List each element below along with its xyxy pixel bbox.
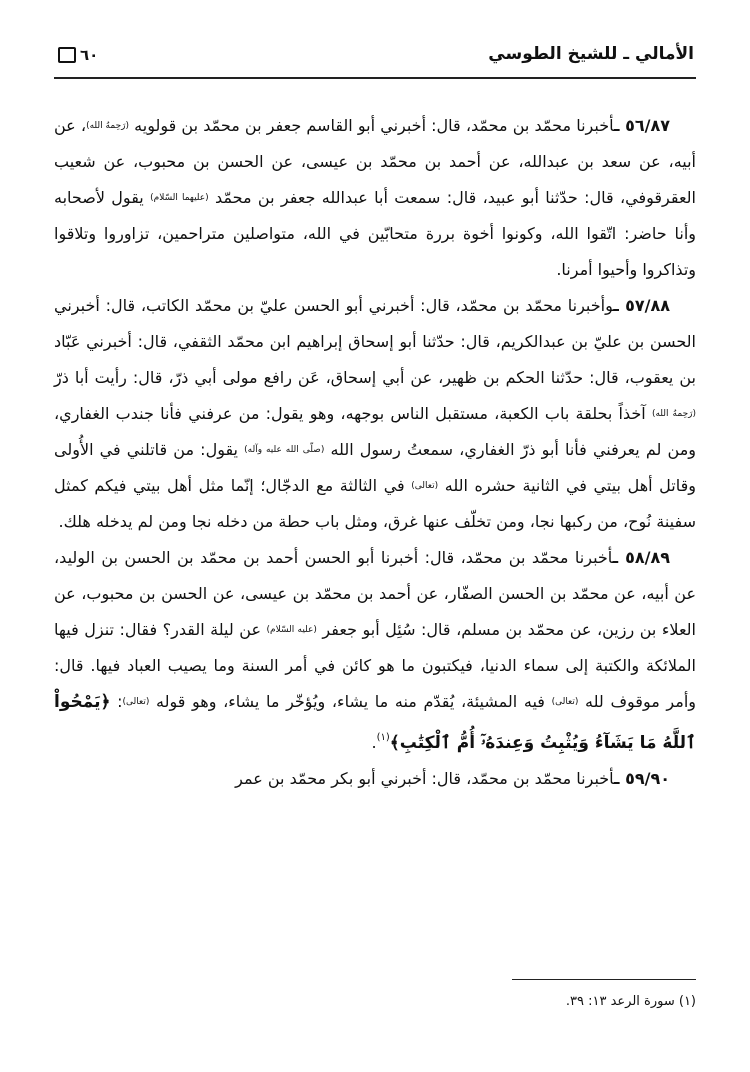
honorific: (تعالى) bbox=[411, 481, 439, 491]
paragraph-text: في الثالثة مع الدجّال؛ إنّما مثل أهل بيتي فيكم كمثل سفينة نُوح، من ركبها نجا، ومن تخلّف عنها غرق، ومثل باب حطة من دخله نجا ومن لم يدخله هلك. bbox=[54, 476, 696, 531]
hadith-number: ٥٩/٩٠ ـ bbox=[614, 769, 670, 788]
hadith-paragraph bbox=[54, 288, 696, 540]
page-number-block bbox=[58, 46, 98, 64]
footnote-reference: (١) bbox=[376, 732, 390, 743]
paragraph-text: يقول لأصحابه وأنا حاضر: اتّقوا الله، وكونوا أخوة بررة متحابّين في الله، متواصلين متراحمين، تزاوروا وتلاقوا وتذاكروا وأحيوا أمرنا. bbox=[54, 188, 696, 279]
hadith-number: ٥٧/٨٨ ـ bbox=[613, 296, 671, 315]
honorific: (تعالى) bbox=[551, 697, 579, 707]
honorific: (تعالى) bbox=[122, 697, 150, 707]
page-number: ٦٠ bbox=[80, 46, 99, 64]
page-header bbox=[54, 40, 696, 80]
page-box-icon bbox=[58, 47, 76, 63]
paragraph-text: آخذاً بحلقة باب الكعبة، مستقبل الناس بوجهه، وهو يقول: من عرفني فأنا جندب الغفاري، ومن لم يعرفني فأنا أبو ذرّ الغفاري، سمعتُ رسول الله bbox=[54, 404, 696, 459]
paragraph-text: أخبرنا محمّد بن محمّد، قال: أخبرنا أبو الحسن أحمد بن محمّد بن الحسن بن الوليد، عن أبيه، عن محمّد بن الحسن الصفّار، عن أحمد بن محمّد بن عيسى، عن الحسن بن محبوب، عن العلاء بن رزين، عن محمّد بن مسلم، قال: سُئِل أبو جعفر bbox=[54, 548, 696, 639]
paragraph-text: وأخبرنا محمّد بن محمّد، قال: أخبرني أبو الحسن عليّ بن محمّد الكاتب، قال: أخبرني الحسن بن عليّ بن عبدالكريم، قال: حدّثنا أبو إسحاق إبراهيم ابن محمّد الثقفي، قال: أخبرني عَبّاد بن يعقوب، قال: حدّثنا الحكم بن ظهير، عن أبي إسحاق، عَن رافع مولى أبي ذرّ، قال: رأيت أبا ذرّ bbox=[54, 296, 696, 387]
footnote-rule bbox=[512, 979, 696, 980]
footnote: (١) سورة الرعد ١٣: ٣٩. bbox=[565, 994, 696, 1009]
paragraph-text: ، عن أبيه، عن سعد بن عبدالله، عن أحمد بن محمّد بن عيسى، عن الحسن بن محبوب، عن شعيب العقرقوفي، قال: حدّثنا أبو عبيد، قال: سمعت أبا عبدالله جعفر بن محمّد bbox=[54, 116, 697, 207]
paragraph-text: . bbox=[371, 733, 377, 752]
header-rule bbox=[54, 77, 696, 79]
paragraph-text: فيه المشيئة، يُقدّم منه ما يشاء، ويُؤخّر ما يشاء، وهو قوله bbox=[149, 692, 552, 711]
honorific: (رَحِمهُ الله) bbox=[651, 409, 697, 419]
honorific: (عليهما السّلام) bbox=[150, 193, 209, 203]
hadith-number: ٥٦/٨٧ ـ bbox=[613, 116, 671, 135]
quran-verse: ﴿يَمْحُواْ ٱللَّهُ مَا يَشَآءُ وَيُثْبِتُ وَعِندَهُۥٓ أُمُّ ٱلْكِتَٰبِ﴾ bbox=[54, 692, 696, 753]
running-title: الأمالي ـ للشيخ الطوسي bbox=[488, 44, 694, 64]
paragraph-text: : bbox=[110, 692, 123, 711]
hadith-paragraph bbox=[54, 761, 696, 797]
honorific: (عليه السّلام) bbox=[266, 625, 317, 635]
hadith-number: ٥٨/٨٩ ـ bbox=[612, 548, 670, 567]
hadith-paragraph bbox=[54, 540, 696, 761]
paragraph-text: أخبرنا محمّد بن محمّد، قال: أخبرني أبو بكر محمّد بن عمر bbox=[235, 769, 615, 788]
paragraph-text: يقول: من قاتلني في الأُولى وقاتل أهل بيتي في الثانية حشره الله bbox=[54, 440, 697, 495]
paragraph-text: أخبرنا محمّد بن محمّد، قال: أخبرني أبو القاسم جعفر بن محمّد بن قولويه bbox=[129, 116, 614, 135]
body-text bbox=[54, 108, 696, 797]
hadith-paragraph bbox=[54, 108, 696, 288]
honorific: (رَحِمهُ الله) bbox=[86, 121, 130, 131]
paragraph-text: عن ليلة القدر؟ فقال: تنزل فيها الملائكة والكتبة إلى سماء الدنيا، فيكتبون ما هو كائن في أمر السنة وما يصيب العباد فيها. قال: وأمر موقوف لله bbox=[54, 620, 696, 711]
honorific: (صلّى الله عليه وآله) bbox=[244, 445, 325, 455]
